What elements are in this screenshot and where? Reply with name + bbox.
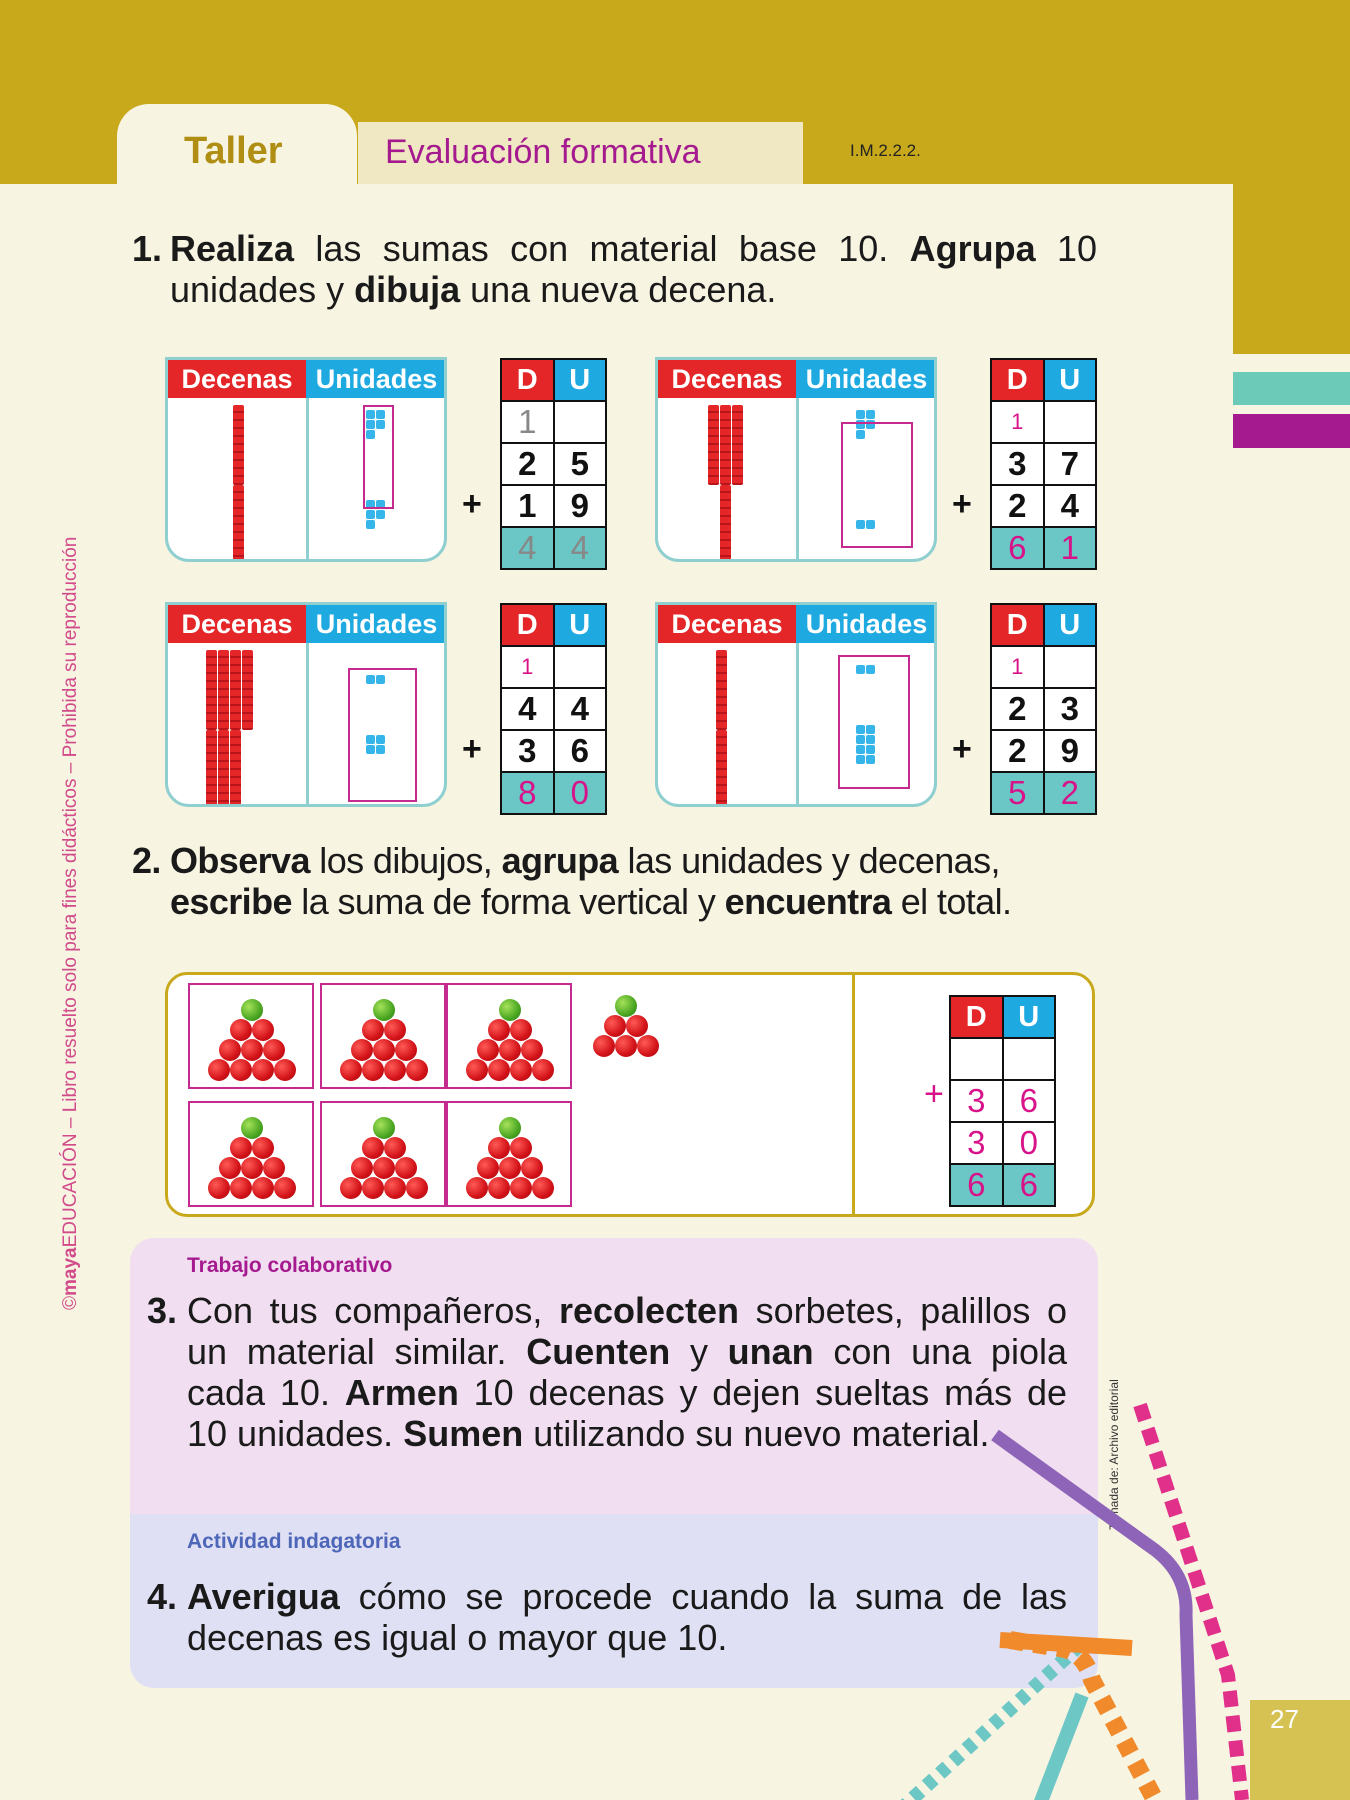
- panel-divider: [852, 975, 855, 1214]
- question-number: 4.: [147, 1576, 178, 1617]
- unit-cube: [366, 510, 375, 519]
- green-apple: [373, 1117, 395, 1139]
- red-apple: [488, 1059, 510, 1081]
- tab-evaluacion: [358, 122, 803, 184]
- card-divider: [306, 398, 309, 559]
- red-apple: [477, 1157, 499, 1179]
- carry-digit: 1: [521, 654, 534, 679]
- u-header: U: [1043, 360, 1096, 400]
- section-label: Actividad indagatoria: [187, 1530, 401, 1553]
- unidades-header: Unidades: [796, 605, 937, 643]
- red-apple: [263, 1039, 285, 1061]
- green-apple: [499, 1117, 521, 1139]
- red-apple: [208, 1059, 230, 1081]
- red-apple: [252, 1137, 274, 1159]
- red-apple: [252, 1019, 274, 1041]
- ten-rod: [716, 730, 727, 807]
- red-apple: [521, 1157, 543, 1179]
- digit: 2: [518, 445, 537, 482]
- red-apple: [510, 1177, 532, 1199]
- red-apple: [219, 1039, 241, 1061]
- ten-rod: [230, 650, 241, 730]
- result-digit: 2: [1043, 773, 1096, 813]
- brand-logo: maya: [60, 1247, 81, 1296]
- ten-rod: [218, 730, 229, 807]
- tab-taller-label: Taller: [184, 130, 283, 172]
- red-apple: [384, 1059, 406, 1081]
- red-apple: [219, 1157, 241, 1179]
- curriculum-code: I.M.2.2.2.: [850, 141, 921, 160]
- red-apple: [384, 1177, 406, 1199]
- red-apple: [488, 1019, 510, 1041]
- digit: 4: [1043, 486, 1096, 526]
- red-apple: [340, 1059, 362, 1081]
- unit-cube: [376, 510, 385, 519]
- decenas-header: Decenas: [168, 605, 306, 643]
- red-apple: [362, 1137, 384, 1159]
- red-apple: [241, 1039, 263, 1061]
- red-apple: [362, 1177, 384, 1199]
- red-apple: [340, 1177, 362, 1199]
- section-label: Trabajo colaborativo: [187, 1254, 393, 1277]
- green-apple: [241, 999, 263, 1021]
- decenas-header: Decenas: [658, 605, 796, 643]
- red-apple: [532, 1059, 554, 1081]
- question-number: 3.: [147, 1290, 178, 1331]
- base10-card: [165, 357, 447, 562]
- red-apple: [466, 1059, 488, 1081]
- digit: 2: [1008, 732, 1027, 769]
- red-apple: [510, 1059, 532, 1081]
- question-4: 4. Averigua cómo se procede cuando la suma de las decenas es igual o mayor que 10.: [147, 1576, 1067, 1658]
- digit: 3: [518, 732, 537, 769]
- red-apple: [362, 1059, 384, 1081]
- red-apple: [532, 1177, 554, 1199]
- red-apple: [230, 1019, 252, 1041]
- digit: 1: [518, 487, 537, 524]
- carry-digit: 1: [1011, 409, 1024, 434]
- red-apple: [615, 1035, 637, 1057]
- purple-stripe: [1233, 414, 1350, 448]
- red-apple: [384, 1019, 406, 1041]
- red-apple: [263, 1157, 285, 1179]
- plus-sign: +: [952, 485, 972, 523]
- red-apple: [230, 1059, 252, 1081]
- decenas-header: Decenas: [168, 360, 306, 398]
- decenas-header: Decenas: [658, 360, 796, 398]
- ten-rod: [716, 650, 727, 730]
- red-apple: [499, 1157, 521, 1179]
- u-header: U: [1043, 605, 1096, 645]
- red-apple: [488, 1177, 510, 1199]
- red-apple: [510, 1019, 532, 1041]
- card-divider: [306, 643, 309, 804]
- card-divider: [796, 643, 799, 804]
- result-digit: 5: [1008, 774, 1027, 811]
- base10-card: [165, 602, 447, 807]
- ten-apples-box: [188, 1101, 314, 1207]
- result-digit: 0: [553, 773, 606, 813]
- ten-rod: [708, 405, 719, 485]
- red-apple: [406, 1177, 428, 1199]
- red-apple: [351, 1157, 373, 1179]
- red-apple: [362, 1019, 384, 1041]
- d-header: D: [502, 360, 553, 400]
- ten-group-outline: [348, 668, 417, 802]
- ten-apples-box: [320, 983, 446, 1089]
- teal-stripe: [1233, 372, 1350, 405]
- photo-credit: Tomada de: Archivo editorial: [1107, 1379, 1121, 1530]
- red-apple: [604, 1015, 626, 1037]
- red-apple: [384, 1137, 406, 1159]
- carry-digit: 1: [518, 403, 537, 440]
- ten-group-outline: [838, 655, 910, 789]
- d-header: D: [992, 360, 1043, 400]
- plus-sign: +: [952, 730, 972, 768]
- red-apple: [252, 1059, 274, 1081]
- ten-apples-box: [446, 1101, 572, 1207]
- question-2: 2. Observa los dibujos, agrupa las unidades y decenas, escribe la suma de forma vertical y encuentra el total.: [132, 840, 1012, 922]
- ten-rod: [242, 650, 253, 730]
- straws-illustration: [870, 1390, 1260, 1800]
- digit: 2: [1008, 690, 1027, 727]
- red-apple: [351, 1039, 373, 1061]
- red-apple: [241, 1157, 263, 1179]
- red-apple: [521, 1039, 543, 1061]
- card-divider: [796, 398, 799, 559]
- digit: 5: [553, 444, 606, 484]
- unidades-header: Unidades: [306, 360, 447, 398]
- d-header: D: [992, 605, 1043, 645]
- green-apple: [373, 999, 395, 1021]
- ten-rod: [230, 730, 241, 807]
- red-apple: [626, 1015, 648, 1037]
- ten-rod: [732, 405, 743, 485]
- red-apple: [406, 1059, 428, 1081]
- result-digit: 6: [1008, 529, 1027, 566]
- base10-card: [655, 357, 937, 562]
- digit: 7: [1043, 444, 1096, 484]
- digit: 2: [1008, 487, 1027, 524]
- red-apple: [373, 1157, 395, 1179]
- unidades-header: Unidades: [306, 605, 447, 643]
- question-3: 3. Con tus compañeros, recolecten sorbetes, palillos o un material similar. Cuenten y unan con una piola cada 10. Armen 10 decenas y dejen sueltas más de 10 unidades. Sumen utilizando su nuevo material.: [147, 1290, 1067, 1454]
- red-apple: [488, 1137, 510, 1159]
- green-apple: [241, 1117, 263, 1139]
- red-apple: [510, 1137, 532, 1159]
- unit-cube: [856, 410, 865, 419]
- du-table: [500, 603, 607, 815]
- red-apple: [230, 1137, 252, 1159]
- result-digit: 4: [518, 529, 537, 566]
- tab-taller: [117, 104, 357, 184]
- unit-cube: [866, 410, 875, 419]
- plus-sign: +: [924, 1075, 944, 1113]
- tab-evaluacion-label: Evaluación formativa: [385, 133, 701, 171]
- digit: 9: [1043, 731, 1096, 771]
- plus-sign: +: [462, 730, 482, 768]
- green-apple: [499, 999, 521, 1021]
- u-header: U: [553, 605, 606, 645]
- ten-apples-box: [446, 983, 572, 1089]
- ten-rod: [233, 485, 244, 562]
- result-digit: 8: [518, 774, 537, 811]
- page-number: 27: [1270, 1704, 1299, 1734]
- result-digit: 4: [553, 528, 606, 568]
- d-header: D: [502, 605, 553, 645]
- ten-group-outline: [363, 405, 394, 509]
- red-apple: [230, 1177, 252, 1199]
- digit: 9: [553, 486, 606, 526]
- unit-cube: [366, 520, 375, 529]
- du-table: [990, 603, 1097, 815]
- ten-rod: [720, 405, 731, 485]
- red-apple: [373, 1039, 395, 1061]
- side-credit: ©mayaEDUCACIÓN – Libro resuelto solo para fines didácticos – Prohibida su reproducción: [60, 536, 81, 1310]
- ten-group-outline: [841, 422, 913, 548]
- plus-sign: +: [462, 485, 482, 523]
- digit: 3: [1008, 445, 1027, 482]
- red-apple: [395, 1157, 417, 1179]
- green-apple: [615, 995, 637, 1017]
- red-apple: [637, 1035, 659, 1057]
- unidades-header: Unidades: [796, 360, 937, 398]
- question-number: 1.: [132, 228, 163, 269]
- ten-rod: [206, 650, 217, 730]
- red-apple: [477, 1039, 499, 1061]
- digit: 4: [553, 689, 606, 729]
- apples-panel: [165, 972, 1095, 1217]
- du-table: [990, 358, 1097, 570]
- base10-card: [655, 602, 937, 807]
- ten-apples-box: [320, 1101, 446, 1207]
- red-apple: [499, 1039, 521, 1061]
- digit: 6: [553, 731, 606, 771]
- red-apple: [208, 1177, 230, 1199]
- red-apple: [466, 1177, 488, 1199]
- red-apple: [593, 1035, 615, 1057]
- du-table-apples: D U 3 6 3 0 6 6: [949, 995, 1056, 1207]
- page-number-box: [1250, 1700, 1350, 1800]
- question-number: 2.: [132, 840, 161, 881]
- red-apple: [274, 1059, 296, 1081]
- carry-digit: 1: [1011, 654, 1024, 679]
- result-digit: 1: [1043, 528, 1096, 568]
- red-apple: [252, 1177, 274, 1199]
- red-apple: [274, 1177, 296, 1199]
- ten-rod: [720, 485, 731, 562]
- digit: 3: [1043, 689, 1096, 729]
- digit: 4: [518, 690, 537, 727]
- red-apple: [395, 1039, 417, 1061]
- u-header: U: [553, 360, 606, 400]
- ten-rod: [233, 405, 244, 485]
- ten-rod: [218, 650, 229, 730]
- ten-apples-box: [188, 983, 314, 1089]
- question-1: 1. Realiza las sumas con material base 10. Agrupa 10 unidades y dibuja una nueva decena.: [132, 228, 1097, 310]
- ten-rod: [206, 730, 217, 807]
- side-band: [1233, 184, 1350, 354]
- du-table: [500, 358, 607, 570]
